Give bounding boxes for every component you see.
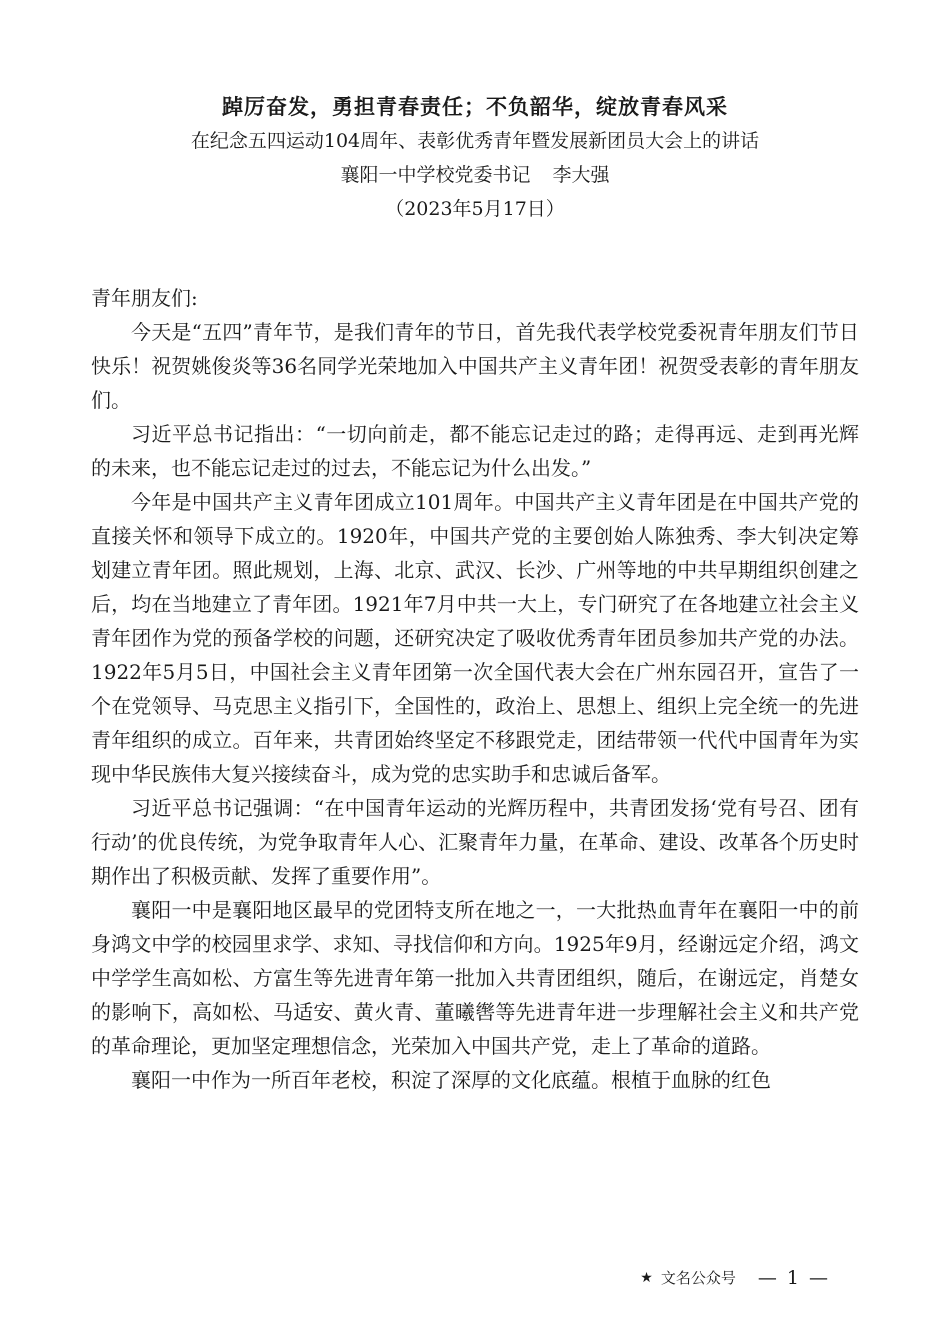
author-organization: 襄阳一中学校党委书记: [340, 164, 531, 186]
speech-subtitle: 在纪念五四运动104周年、表彰优秀青年暨发展新团员大会上的讲话: [190, 130, 760, 152]
document-header: [0, 90, 950, 226]
body-paragraph: 襄阳一中作为一所百年老校，积淀了深厚的文化底蕴。根植于血脉的红色: [131, 1068, 771, 1092]
body-paragraph: 今天是“五四”青年节，是我们青年的节日，首先我代表学校党委祝青年朋友们节日快乐！祝贺姚俊炎等36名同学光荣地加入中国共产主义青年团！祝贺受表彰的青年朋友们。: [91, 320, 859, 412]
page-number: — 1 —: [757, 1267, 830, 1289]
speech-date: （2023年5月17日）: [385, 198, 565, 220]
page-footer: [640, 1266, 830, 1290]
footer-source: 文名公众号: [660, 1269, 736, 1287]
author-line: [0, 158, 950, 192]
body-paragraph: 襄阳一中是襄阳地区最早的党团特支所在地之一，一大批热血青年在襄阳一中的前身鸿文中学的校园里求学、求知、寻找信仰和方向。1925年9月，经谢远定介绍，鸿文中学学生高如松、方富生等先进青年第一批加入共青团组织，随后，在谢远定，肖楚女的影响下，高如松、马适安、黄火青、董曦辔等先进青年进一步理解社会主义和共产党的革命理论，更加坚定理想信念，光荣加入中国共产党，走上了革命的道路。: [91, 898, 859, 1058]
body-paragraph: 今年是中国共产主义青年团成立101周年。中国共产主义青年团是在中国共产党的直接关怀和领导下成立的。1920年，中国共产党的主要创始人陈独秀、李大钊决定筹划建立青年团。照此规划，上海、北京、武汉、长沙、广州等地的中共早期组织创建之后，均在当地建立了青年团。1921年7月中共一大上，专门研究了在各地建立社会主义青年团作为党的预备学校的问题，还研究决定了吸收优秀青年团员参加共产党的办法。1922年5月5日，中国社会主义青年团第一次全国代表大会在广州东园召开，宣告了一个在党领导、马克思主义指引下，全国性的，政治上、思想上、组织上完全统一的先进青年组织的成立。百年来，共青团始终坚定不移跟党走，团结带领一代代中国青年为实现中华民族伟大复兴接续奋斗，成为党的忠实助手和忠诚后备军。: [91, 490, 859, 786]
page-title: 踔厉奋发，勇担青春责任；不负韶华，绽放青春风采: [222, 95, 728, 119]
salutation: 青年朋友们:: [91, 286, 198, 310]
author-name: 李大强: [552, 164, 610, 186]
body-paragraph: 习近平总书记强调：“在中国青年运动的光辉历程中，共青团发扬‘党有号召、团有行动’的优良传统，为党争取青年人心、汇聚青年力量，在革命、建设、改革各个历史时期作出了积极贡献、发挥了重要作用”。: [91, 796, 859, 888]
star-icon: ★: [640, 1270, 653, 1286]
body-paragraph: 习近平总书记指出：“一切向前走，都不能忘记走过的路；走得再远、走到再光辉的未来，也不能忘记走过的过去，不能忘记为什么出发。”: [91, 422, 859, 480]
speech-body: [91, 281, 859, 1097]
